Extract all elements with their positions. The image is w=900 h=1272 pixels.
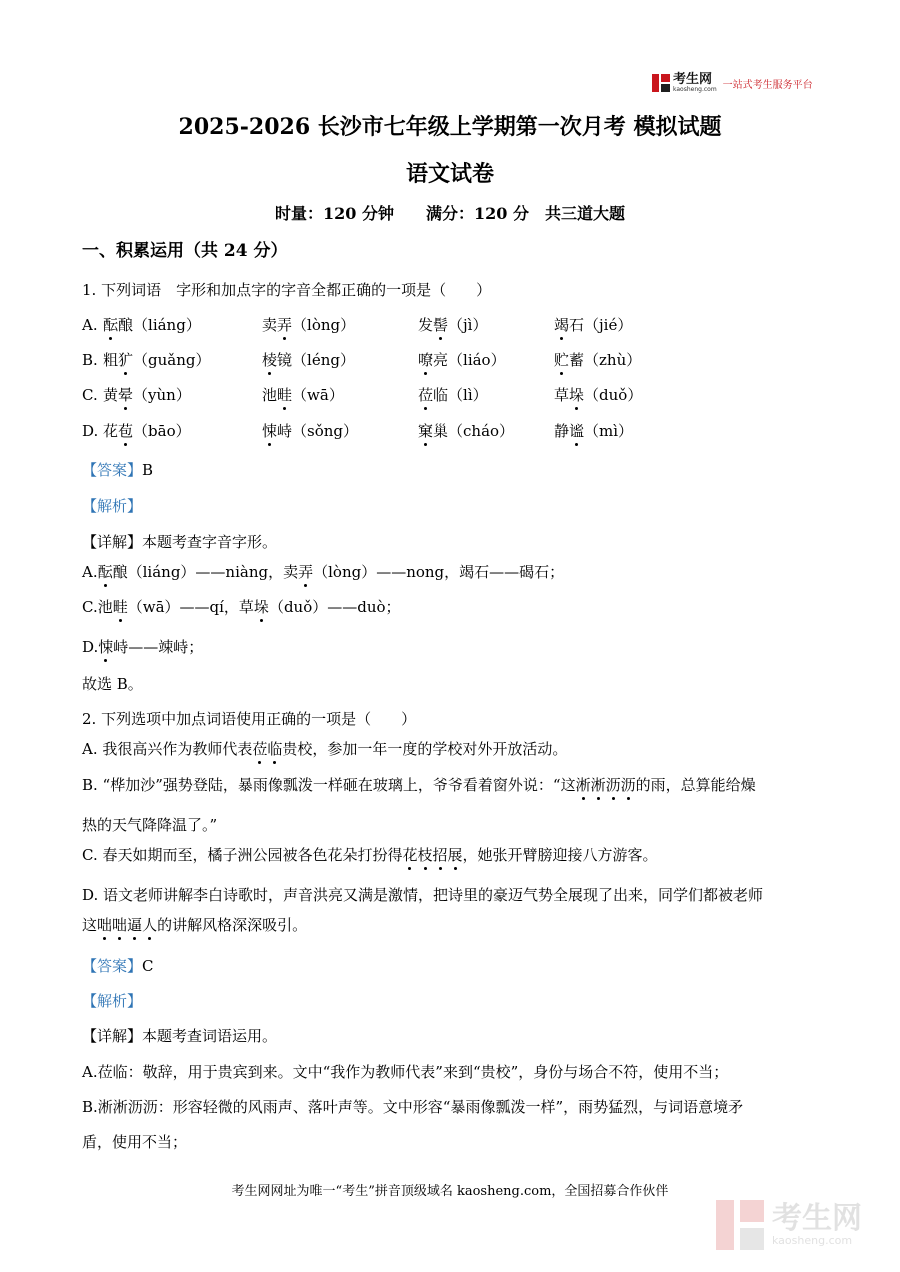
q1-option-word: 静谧（mì） — [554, 422, 634, 440]
dotted-char: 谧 — [569, 422, 585, 440]
q2-option-d: D. 语文老师讲解李白诗歌时，声音洪亮又满是激情，把诗里的豪迈气势全展现了出来，同学们都被老师 — [82, 886, 764, 904]
page-footer: 考生网网址为唯一“考生”拼音顶级域名 kaosheng.com，全国招募合作伙伴 — [231, 1184, 669, 1199]
dotted-char: 髻 — [433, 316, 449, 334]
q1-option-label: A. — [82, 316, 98, 334]
q1-option-word: 竭石（jié） — [554, 316, 633, 334]
section-heading: 一、积累运用（共 24 分） — [82, 241, 288, 261]
q2-option-d-cont: 这咄咄逼人的讲解风格深深吸引。 — [82, 916, 308, 934]
q1-option-word: 草垛（duǒ） — [554, 386, 643, 404]
q1-option-word: 棱镜（léng） — [262, 351, 355, 369]
detail-text: 本题考查词语运用。 — [142, 1027, 278, 1045]
watermark-name: 考生网 — [772, 1201, 862, 1236]
dotted-char: 畦 — [112, 598, 128, 616]
q2-explain-b-cont: 盾，使用不当； — [82, 1133, 188, 1151]
dotted-char: 犷 — [118, 351, 134, 369]
dotted-char: 垛 — [253, 598, 269, 616]
kaosheng-logo-icon — [652, 74, 670, 92]
site-logo — [652, 72, 813, 94]
q1-option-word: 黄晕（yùn） — [103, 386, 191, 404]
q1-option-word: 嘹亮（liáo） — [418, 351, 506, 369]
detail-tag: 【详解】 — [82, 533, 143, 551]
dotted-char: 弄 — [298, 563, 314, 581]
q1-option-word: 粗犷（guǎng） — [103, 351, 211, 369]
q1-option-word: 花苞（bāo） — [103, 422, 191, 440]
dotted-char: 窠 — [418, 422, 434, 440]
dotted-char: 莅 — [418, 386, 434, 404]
q2-analysis-tag: 【解析】 — [82, 992, 143, 1010]
q2-explain-a: A.莅临：敬辞，用于贵宾到来。文中“我作为教师代表”来到“贵校”，身份与场合不符，使用不当； — [82, 1063, 729, 1081]
dotted-word: 淅淅沥沥 — [575, 776, 636, 794]
answer-value: C — [142, 957, 154, 975]
dotted-char: 棱 — [262, 351, 278, 369]
logo-domain: kaosheng.com — [673, 86, 717, 93]
watermark — [716, 1195, 886, 1255]
answer-tag: 【答案】 — [82, 957, 143, 975]
dotted-char: 畦 — [277, 386, 293, 404]
answer-value: B — [142, 461, 154, 479]
detail-text: 本题考查字音字形。 — [142, 533, 278, 551]
q2-option-c: C. 春天如期而至，橘子洲公园被各色花朵打扮得花枝招展，她张开臂膀迎接八方游客。 — [82, 846, 658, 864]
dotted-char: 垛 — [569, 386, 585, 404]
q1-option-label: D. — [82, 422, 99, 440]
q1-option-word: 莅临（lì） — [418, 386, 488, 404]
q1-answer — [82, 460, 153, 480]
dotted-char: 晕 — [118, 386, 134, 404]
dotted-char: 酝 — [97, 563, 113, 581]
q1-option-word: 窠巢（cháo） — [418, 422, 515, 440]
dotted-char: 嘹 — [418, 351, 434, 369]
dotted-char: 贮 — [554, 351, 570, 369]
page-subtitle: 语文试卷 — [405, 161, 494, 187]
q1-option-word: 悚峙（sǒng） — [262, 422, 359, 440]
q2-option-b: B. “桦加沙”强势登陆，暴雨像瓢泼一样砸在玻璃上，爷爷看着窗外说：“这淅淅沥沥的雨，总算能给燥 — [82, 776, 756, 794]
q1-option-label: B. — [82, 351, 98, 369]
dotted-word: 莅临 — [252, 740, 283, 758]
dotted-char: 竭 — [554, 316, 570, 334]
q1-explain-line: C.池畦（wā）——qí，草垛（duǒ）——duò； — [82, 598, 401, 616]
q1-explain-line: A.酝酿（liáng）——niàng，卖弄（lòng）——nong，竭石——碣石； — [82, 563, 565, 581]
detail-tag: 【详解】 — [82, 1027, 143, 1045]
q2-option-a: A. 我很高兴作为教师代表莅临贵校，参加一年一度的学校对外开放活动。 — [82, 740, 568, 758]
dotted-word: 咄咄逼人 — [97, 916, 158, 934]
answer-tag: 【答案】 — [82, 461, 143, 479]
question-2-stem: 2. 下列选项中加点词语使用正确的一项是（ ） — [82, 710, 417, 728]
logo-name: 考生网 — [673, 72, 713, 87]
watermark-domain: kaosheng.com — [772, 1234, 853, 1247]
q2-detail — [82, 1026, 277, 1046]
logo-slogan: 一站式考生服务平台 — [722, 79, 813, 91]
q2-answer — [82, 956, 154, 976]
dotted-char: 悚 — [262, 422, 278, 440]
page-title: 2025-2026 长沙市七年级上学期第一次月考 模拟试题 — [178, 114, 722, 140]
q1-option-label: C. — [82, 386, 98, 404]
q1-explain-line: D.悚峙——竦峙； — [82, 638, 204, 656]
kaosheng-watermark-icon — [716, 1200, 764, 1250]
q1-option-word: 发髻（jì） — [418, 316, 488, 334]
q1-option-word: 酝酿（liáng） — [103, 316, 201, 334]
dotted-char: 苞 — [118, 422, 134, 440]
dotted-char: 悚 — [98, 638, 114, 656]
q1-option-word: 池畦（wā） — [262, 386, 344, 404]
dotted-word: 花枝招展 — [402, 846, 463, 864]
dotted-char: 酝 — [103, 316, 119, 334]
exam-meta: 时量：120 分钟 满分：120 分 共三道大题 — [275, 204, 625, 223]
q1-option-word: 贮蓄（zhù） — [554, 351, 642, 369]
q2-option-b-cont: 热的天气降降温了。” — [82, 816, 218, 834]
question-1-stem: 1. 下列词语 字形和加点字的字音全都正确的一项是（ ） — [82, 281, 492, 299]
dotted-char: 弄 — [277, 316, 293, 334]
q2-explain-b: B.淅淅沥沥：形容轻微的风雨声、落叶声等。文中形容“暴雨像瓢泼一样”，雨势猛烈，与词语意境矛 — [82, 1098, 744, 1116]
q1-detail — [82, 532, 277, 552]
q1-conclusion: 故选 B。 — [82, 675, 143, 693]
q1-analysis-tag: 【解析】 — [82, 497, 143, 515]
q1-option-word: 卖弄（lòng） — [262, 316, 356, 334]
